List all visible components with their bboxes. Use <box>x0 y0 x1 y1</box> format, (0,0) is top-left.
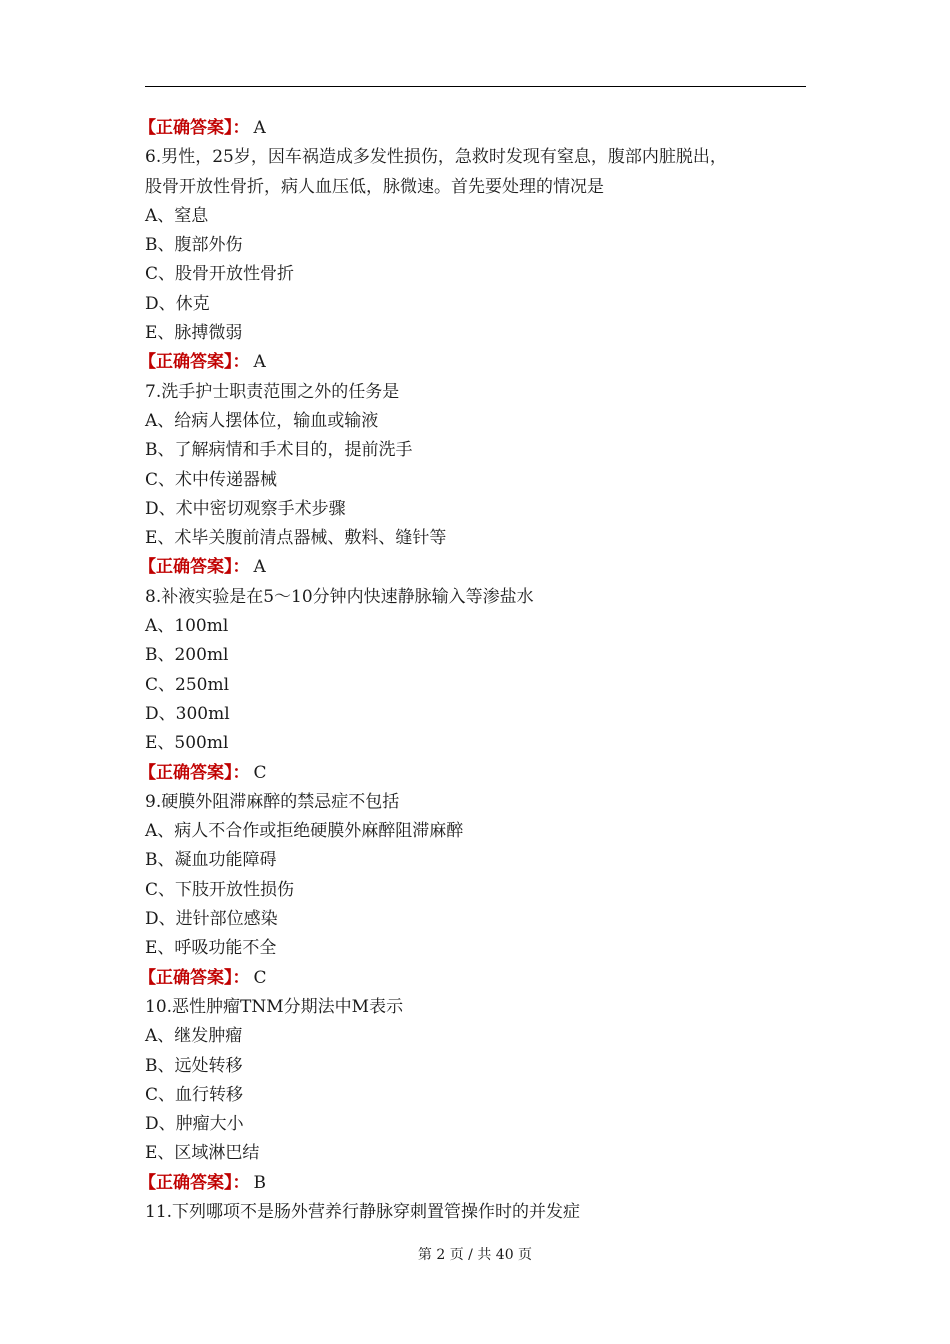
option-item: B、了解病情和手术目的，提前洗手 <box>145 440 413 461</box>
correct-answer-line <box>139 759 815 788</box>
correct-answer-value: C <box>253 967 267 988</box>
option-item: C、术中传递器械 <box>145 469 278 490</box>
correct-answer-label: 【正确答案】： <box>139 762 250 783</box>
option-item: E、术毕关腹前清点器械、敷料、缝针等 <box>145 528 447 549</box>
option-item: A、窒息 <box>145 205 209 226</box>
option-item: B、凝血功能障碍 <box>145 850 277 871</box>
correct-answer-label: 【正确答案】： <box>139 118 250 138</box>
correct-answer-line <box>139 964 815 993</box>
page-footer: 第 2 页 / 共 40 页 <box>417 1247 533 1263</box>
option-item: B、腹部外伤 <box>145 235 243 256</box>
document-body <box>139 114 815 1227</box>
option-item: E、500ml <box>145 733 229 754</box>
question-text: 8.补液实验是在5～10分钟内快速静脉输入等渗盐水 <box>145 586 534 607</box>
option-item: E、脉搏微弱 <box>145 323 243 344</box>
option-item: D、休克 <box>145 293 210 314</box>
option-item: E、呼吸功能不全 <box>145 938 277 959</box>
option-item: A、给病人摆体位，输血或输液 <box>145 410 379 431</box>
option-item: D、术中密切观察手术步骤 <box>145 498 346 519</box>
correct-answer-value: A <box>253 352 266 373</box>
option-item: A、继发肿瘤 <box>145 1026 243 1047</box>
correct-answer-value: C <box>253 762 267 783</box>
correct-answer-line <box>139 114 815 143</box>
correct-answer-label: 【正确答案】： <box>139 352 250 373</box>
question-text: 6.男性，25岁，因车祸造成多发性损伤，急救时发现有窒息，腹部内脏脱出， <box>145 147 727 168</box>
option-item: D、300ml <box>145 703 230 724</box>
option-item: D、肿瘤大小 <box>145 1114 244 1135</box>
correct-answer-line <box>139 553 815 582</box>
correct-answer-label: 【正确答案】： <box>139 967 250 988</box>
correct-answer-label: 【正确答案】： <box>139 1172 250 1193</box>
question-text: 11.下列哪项不是肠外营养行静脉穿刺置管操作时的并发症 <box>145 1201 581 1222</box>
option-item: C、血行转移 <box>145 1084 244 1105</box>
option-item: B、200ml <box>145 645 229 666</box>
correct-answer-value: A <box>253 118 266 138</box>
correct-answer-label: 【正确答案】： <box>139 557 250 578</box>
question-text: 7.洗手护士职责范围之外的任务是 <box>145 381 400 402</box>
header-rule <box>145 86 806 87</box>
option-item: A、病人不合作或拒绝硬膜外麻醉阻滞麻醉 <box>145 821 464 842</box>
correct-answer-value: A <box>253 557 266 578</box>
option-item: 股骨开放性骨折，病人血压低，脉微速。首先要处理的情况是 <box>145 176 604 197</box>
correct-answer-line <box>139 348 815 377</box>
question-text: 10.恶性肿瘤TNM分期法中M表示 <box>145 996 404 1017</box>
correct-answer-line <box>139 1169 815 1198</box>
correct-answer-value: B <box>253 1172 266 1193</box>
option-item: D、进针部位感染 <box>145 909 278 930</box>
option-item: C、下肢开放性损伤 <box>145 879 295 900</box>
question-text: 9.硬膜外阻滞麻醉的禁忌症不包括 <box>145 791 400 812</box>
option-item: E、区域淋巴结 <box>145 1143 260 1164</box>
option-item: C、股骨开放性骨折 <box>145 264 295 285</box>
option-item: C、250ml <box>145 674 230 695</box>
option-item: B、远处转移 <box>145 1055 243 1076</box>
option-item: A、100ml <box>145 616 229 637</box>
